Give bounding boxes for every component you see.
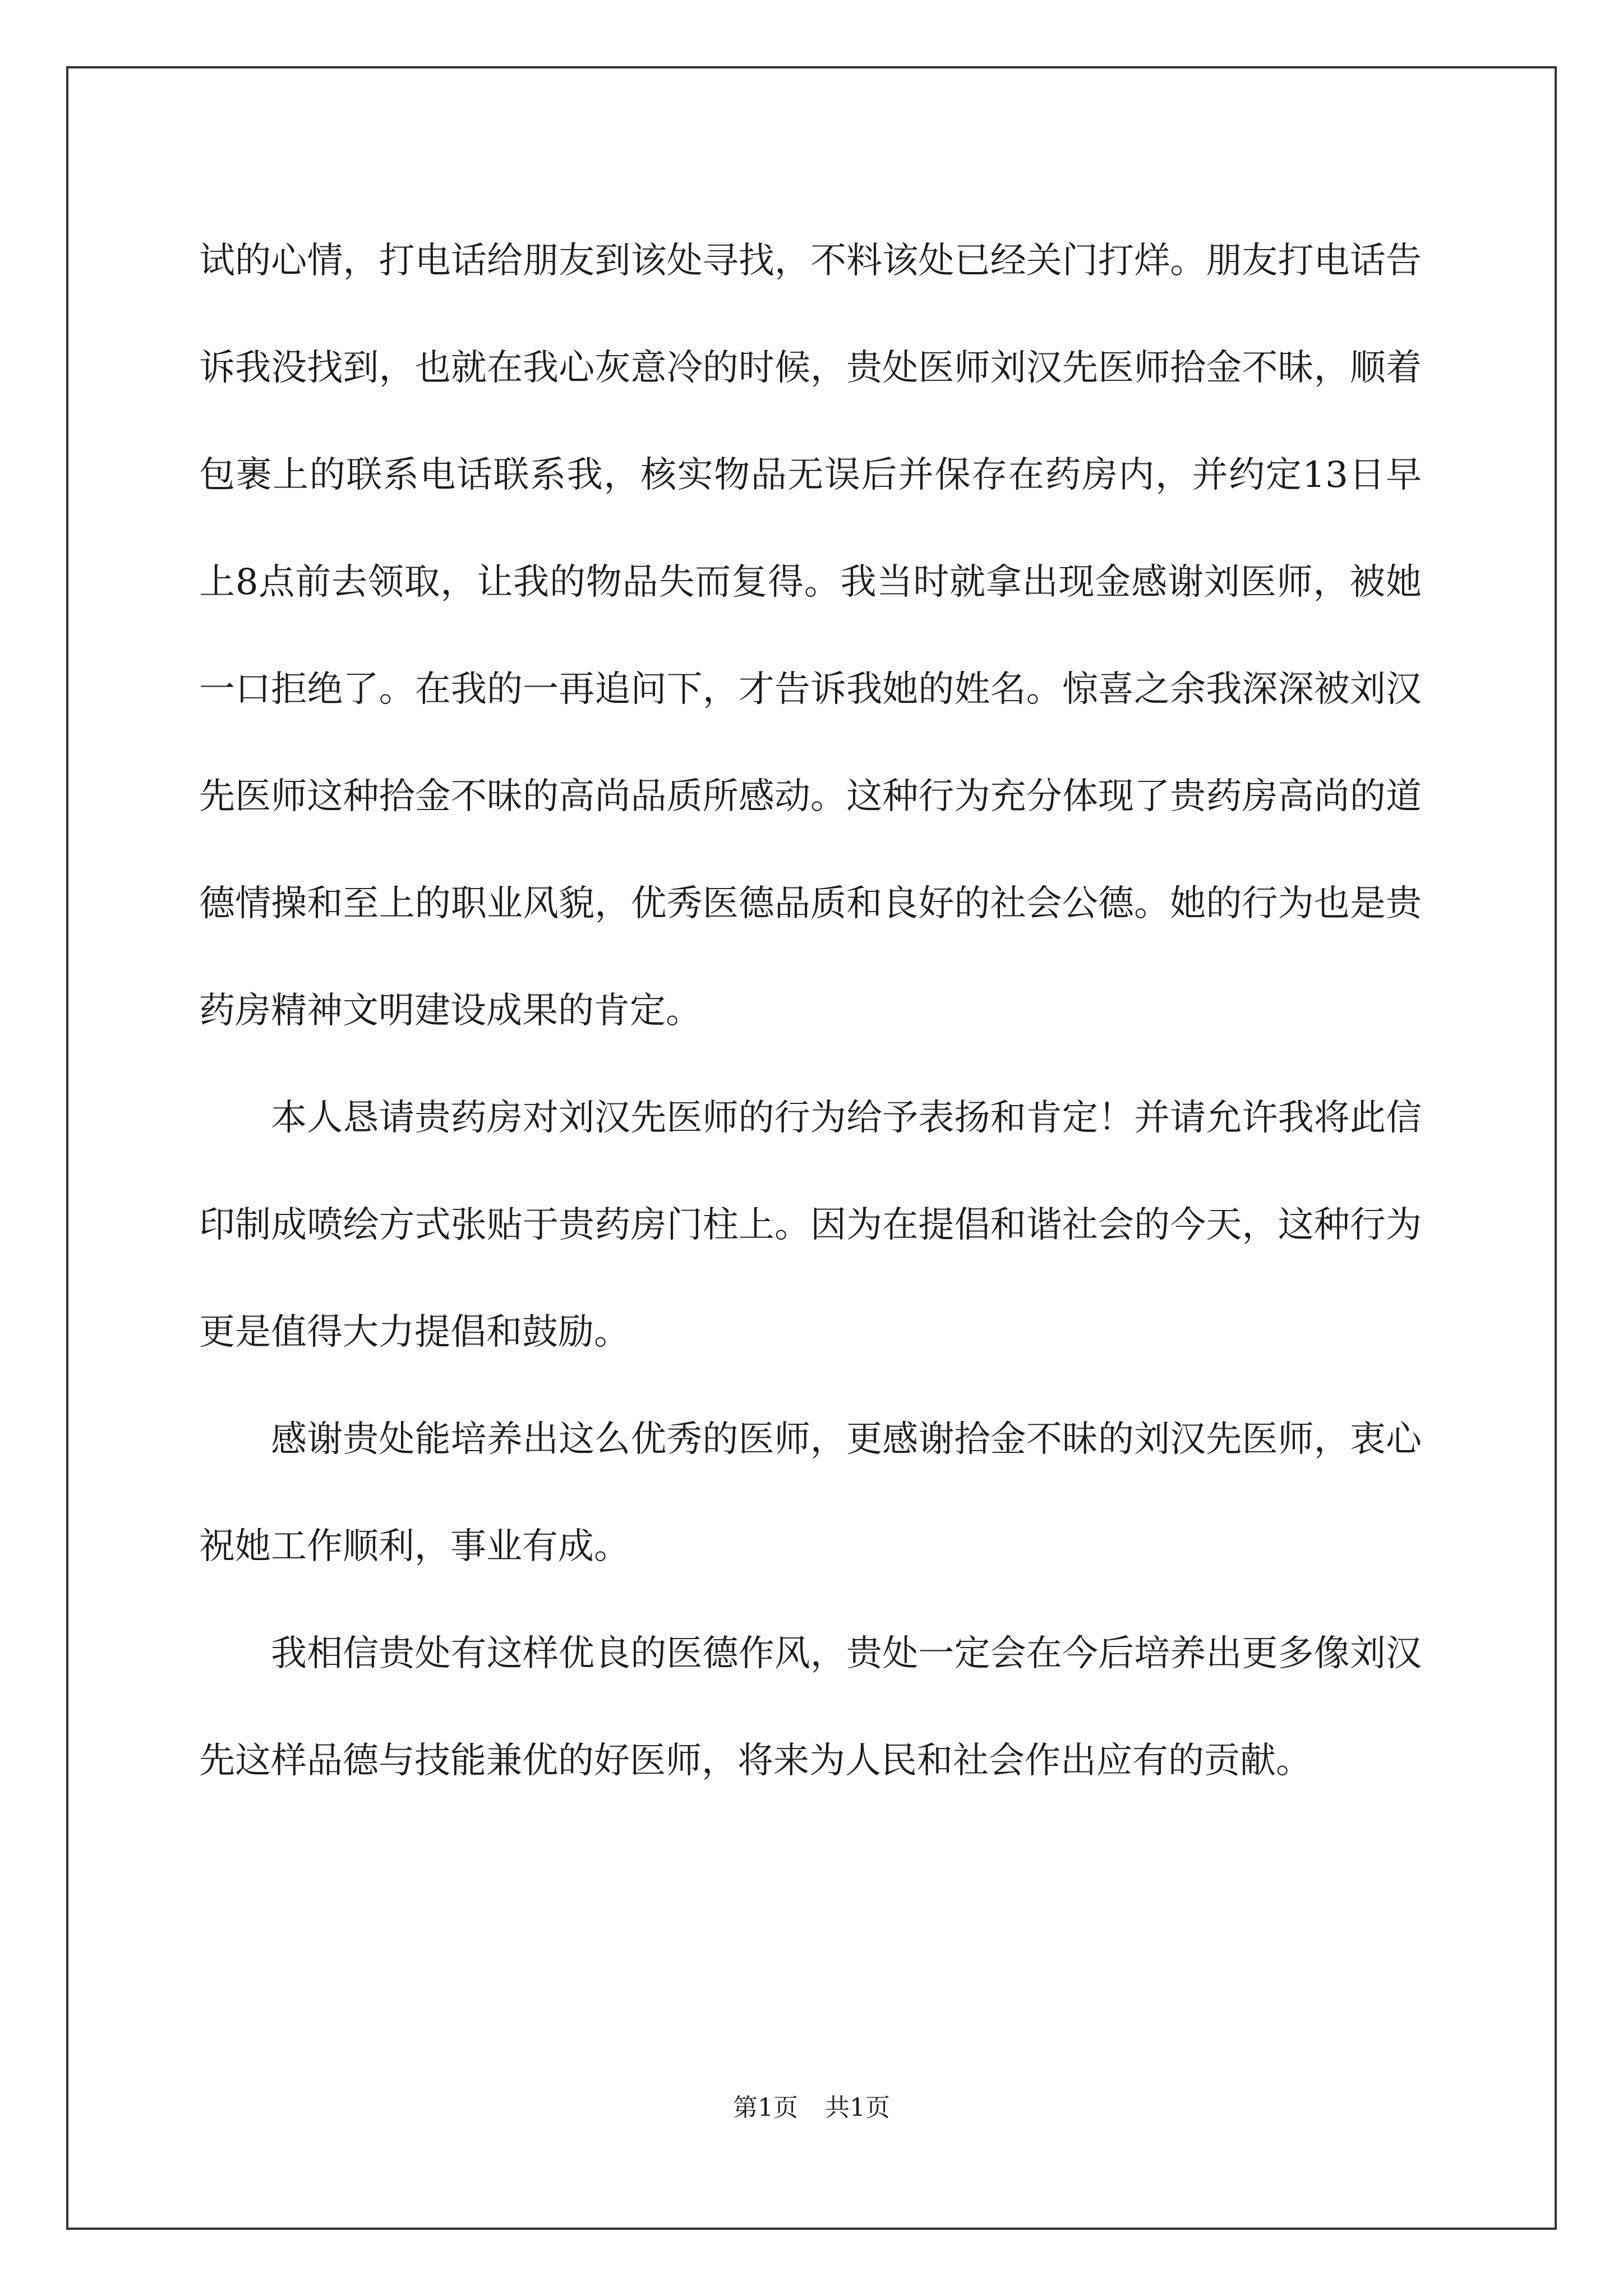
paragraph-3: 感谢贵处能培养出这么优秀的医师，更感谢拾金不昧的刘汉先医师，衷心祝她工作顺利，事业有成。 [199, 1419, 1422, 1567]
page-footer [0, 2091, 1623, 2125]
paragraph-1: 试的心情，打电话给朋友到该处寻找，不料该处已经关门打烊。朋友打电话告诉我没找到，也就在我心灰意冷的时候，贵处医师刘汉先医师拾金不昧，顺着包裹上的联系电话联系我，核实物品无误后并保存在药房内，并约定13日早上8点前去领取，让我的物品失而复得。我当时就拿出现金感谢刘医师，被她一口拒绝了。在我的一再追问下，才告诉我她的姓名。惊喜之余我深深被刘汉先医师这种拾金不昧的高尚品质所感动。这种行为充分体现了贵药房高尚的道德情操和至上的职业风貌，优秀医德品质和良好的社会公德。她的行为也是贵药房精神文明建设成果的肯定。 [199, 240, 1422, 1032]
letter-body [199, 208, 1422, 1815]
page-total: 共1页 [825, 2093, 890, 2122]
paragraph-4: 我相信贵处有这样优良的医德作风，贵处一定会在今后培养出更多像刘汉先这样品德与技能兼优的好医师，将来为人民和社会作出应有的贡献。 [199, 1633, 1422, 1782]
page-number: 第1页 [733, 2093, 798, 2122]
paragraph-2: 本人恳请贵药房对刘汉先医师的行为给予表扬和肯定！并请允许我将此信印制成喷绘方式张贴于贵药房门柱上。因为在提倡和谐社会的今天，这种行为更是值得大力提倡和鼓励。 [199, 1097, 1422, 1353]
